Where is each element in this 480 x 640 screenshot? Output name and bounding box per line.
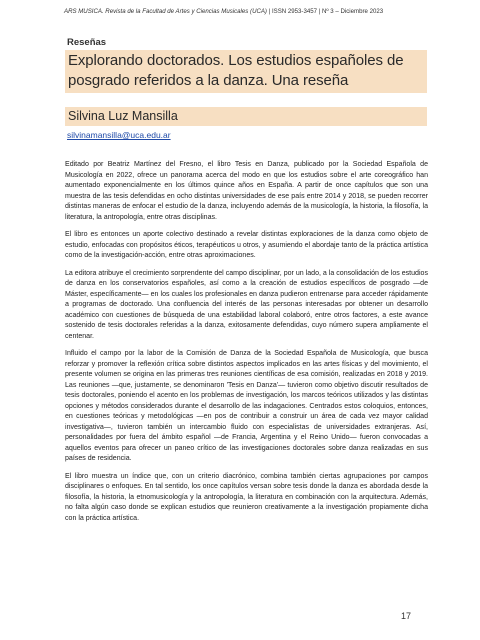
paragraph-2: El libro es entonces un aporte colectivo destinado a revelar distintas exploraciones de la danza como objeto de estudio, enfocadas con propósitos éticos, terapéuticos u otros, y asumiendo el abordaje tanto de la práctica artística como de la investigación-acción, entre otras aproximaciones. bbox=[65, 231, 428, 259]
paragraph-1: Editado por Beatriz Martínez del Fresno, el libro Tesis en Danza, publicado por la Sociedad Española de Musicología en 2022, ofrece un panorama acerca del modo en que los estudios sobre el arte coreográfico han aumentado exponencialmente en los últimos quince años en España. A partir de once capítulos que son una muestra de las tesis defendidas en ocho distintas universidades de ese país entre 2014 y 2018, se pueden recorrer distintas maneras de enfocar el estudio de la danza, incluyendo además de la musicología, la historia, la filosofía, la literatura, la antropología, entre otras disciplinas. bbox=[65, 161, 428, 221]
paragraph-3: La editora atribuye el crecimiento sorprendente del campo disciplinar, por un lado, a la consolidación de los estudios de danza en los conservatorios españoles, así como a la creación de estudios específicos de posgrado —de Máster, específicamente— en los cuales los profesionales en danza pudieron entrenarse para acceder rápidamente a programas de doctorado. Una confluencia del interés de las personas interesadas por obtener un desarrollo académico con cuestiones de búsqueda de una estabilidad laboral colaboró, entre otros factores, a este avance sostenido de tesis doctorales referidas a la danza, exitosamente defendidas, cuyo número supera ampliamente el centenar. bbox=[65, 269, 428, 340]
author-name: Silvina Luz Mansilla bbox=[68, 109, 178, 123]
page-number: 17 bbox=[401, 611, 412, 621]
section-label: Reseñas bbox=[67, 37, 107, 48]
issn-issue: | ISSN 2953-3457 | Nº 3 – Diciembre 2023 bbox=[268, 8, 384, 15]
article-title: Explorando doctorados. Los estudios españoles de posgrado referidos a la danza. Una reseña bbox=[68, 52, 404, 89]
journal-name: ARS MUSICA. Revista de la Facultad de Artes y Ciencias Musicales (UCA) bbox=[64, 8, 267, 15]
paragraph-4: Influido el campo por la labor de la Comisión de Danza de la Sociedad Española de Musicología, que busca reforzar y promover la reflexión crítica sobre distintos aspectos implicados en las artes físicas y del movimiento, el presente volumen se origina en las primeras tres reuniones científicas de esa comisión, realizadas en 2018 y 2019. Las reuniones —que, justamente, se denominaron 'Tesis en Danza'— tuvieron como objetivo discutir resultados de tesis doctorales, poniendo el acento en los problemas de investigación, los marcos teóricos utilizados y las distintas opciones y métodos considerados durante el desarrollo de las indagaciones. Centrados estos coloquios, entonces, en cuestiones teóricas y metodológicas —en pos de contribuir a construir un área de cada vez mayor calidad investigativa—, tuvieron también un intercambio fluido con especialistas de universidades extranjeras. Así, personalidades por fuera del ámbito español —de Francia, Argentina y el Reino Unido— fueron convocadas a aquellos eventos para ofrecer un paneo crítico de las investigaciones doctorales sobre danza realizadas en sus países de residencia. bbox=[65, 350, 428, 462]
paragraph-5: El libro muestra un índice que, con un criterio diacrónico, combina también ciertas agrupaciones por campos disciplinares o enfoques. En tal sentido, los once capítulos versan sobre tesis donde la danza es abordada desde la filosofía, la historia, la etnomusicología y la antropología, la literatura en combinación con la arquitectura. Además, no falta algún caso donde se explican estudios que reunieron creativamente a la investigación propiamente dicha con la práctica artística. bbox=[65, 472, 428, 522]
article-body bbox=[65, 160, 428, 531]
running-header bbox=[64, 8, 424, 15]
author-email-link[interactable]: silvinamansilla@uca.edu.ar bbox=[67, 130, 171, 140]
